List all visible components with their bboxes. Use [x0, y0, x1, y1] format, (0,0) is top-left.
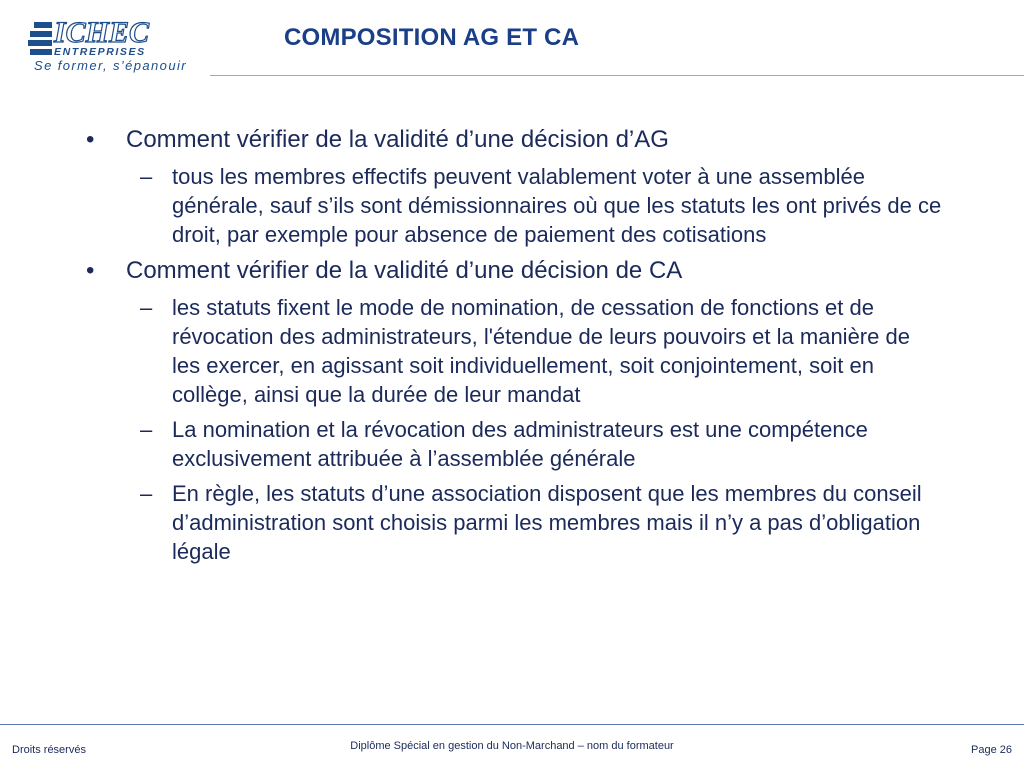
sub-item-text: En règle, les statuts d’une association disposent que les membres du conseil d’administration sont choisis parmi les membres mais il n’y a pas d’obligation légale [172, 481, 922, 564]
sub-item-text: tous les membres effectifs peuvent valablement voter à une assemblée générale, sauf s’ils sont démissionnaires où que les statuts les ont privés de ce droit, par exemple pour absence de paiement des cotisations [172, 164, 942, 247]
slide-body [86, 124, 966, 572]
footer-program: Diplôme Spécial en gestion du Non-Marchand – nom du formateur [350, 740, 674, 752]
logo-sub: ENTREPRISES [54, 46, 146, 58]
bullet-icon: • [86, 257, 95, 284]
dash-icon: – [140, 164, 153, 189]
title-divider [210, 75, 1024, 76]
sub-item-text: les statuts fixent le mode de nomination, de cessation de fonctions et de révocation des administrateurs, l'étendue de leurs pouvoirs et la manière de les exercer, en agissant soit individuellement, soit conjointement, soit en collège, ainsi que la durée de leur mandat [172, 295, 910, 407]
logo-tagline: Se former, s’épanouir [34, 58, 187, 73]
footer-divider [0, 724, 1024, 725]
sub-item [140, 415, 942, 473]
dash-icon: – [140, 417, 153, 442]
bullet-item [86, 255, 966, 287]
sub-item-text: La nomination et la révocation des administrateurs est une compétence exclusivement attribuée à l’assemblée générale [172, 417, 868, 471]
dash-icon: – [140, 481, 153, 506]
bullet-text: Comment vérifier de la validité d’une décision de CA [126, 257, 683, 284]
dash-icon: – [140, 295, 153, 320]
logo-brand: ICHEC [54, 16, 150, 49]
bullet-text: Comment vérifier de la validité d’une décision d’AG [126, 126, 669, 153]
sub-item [140, 293, 942, 409]
sub-item [140, 162, 942, 249]
ichec-logo-icon [28, 14, 198, 60]
page-number: Page 26 [971, 744, 1012, 756]
bullet-item [86, 124, 966, 156]
bullet-icon: • [86, 126, 95, 153]
sub-item [140, 479, 942, 566]
slide-title: COMPOSITION AG ET CA [284, 24, 580, 51]
footer-copyright: Droits réservés [12, 744, 86, 756]
